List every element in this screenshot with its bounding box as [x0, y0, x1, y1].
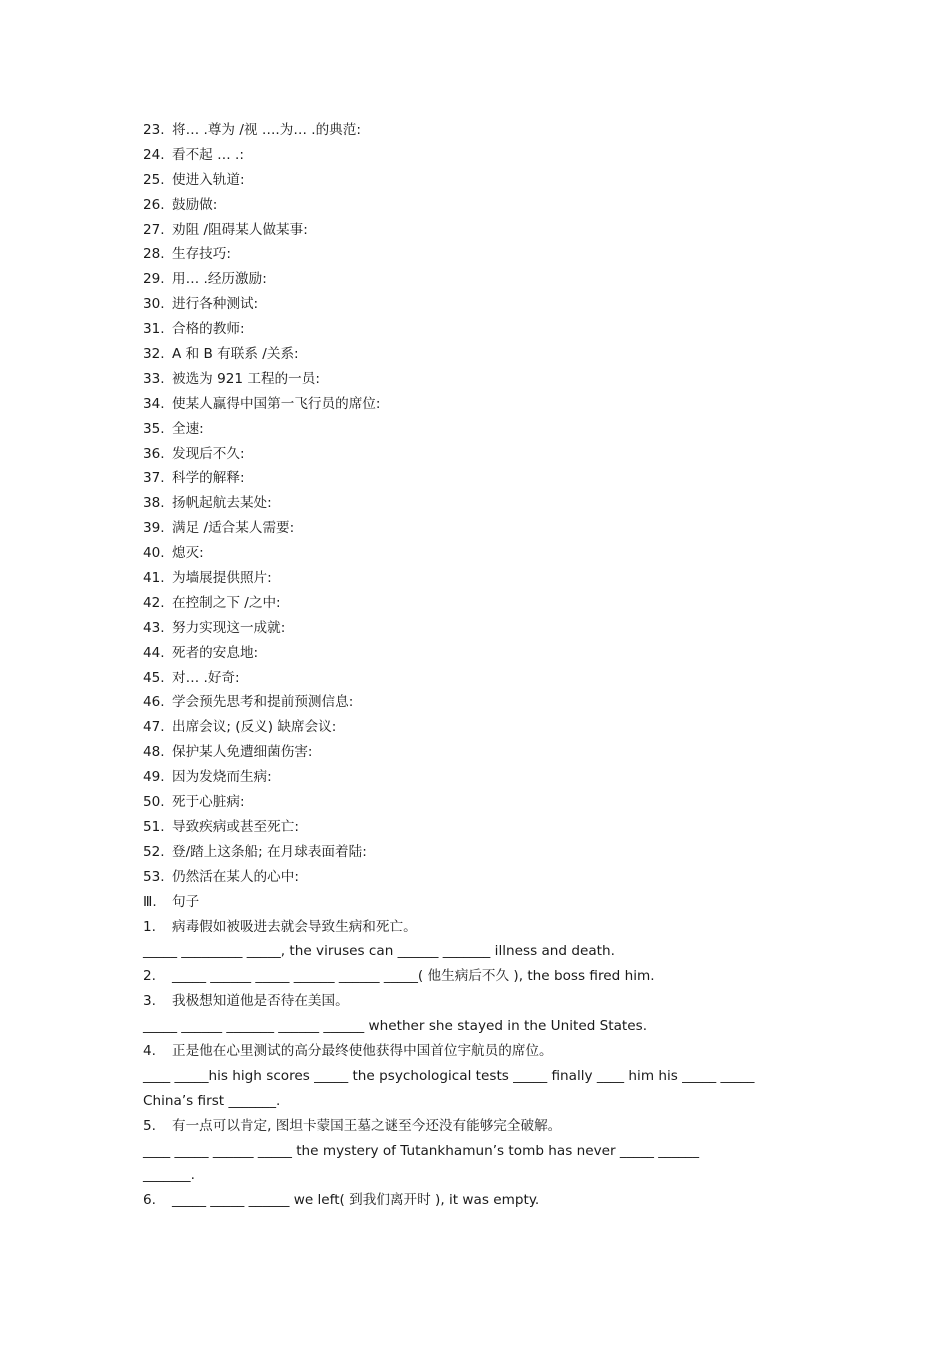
phrase-number: 36. — [143, 445, 165, 462]
phrase-number: 49. — [143, 769, 165, 786]
phrase-item — [143, 342, 823, 367]
phrase-item — [143, 715, 823, 740]
phrase-text: 保护某人免遭细菌伤害: — [172, 744, 313, 761]
phrase-item — [143, 193, 823, 218]
phrase-number: 50. — [143, 794, 165, 811]
section-title: 句子 — [172, 893, 200, 910]
phrase-item — [143, 815, 823, 840]
phrase-text: 扬帆起航去某处: — [172, 495, 272, 512]
phrase-text: 用… .经历激励: — [172, 271, 267, 288]
phrase-item — [143, 367, 823, 392]
phrase-number: 30. — [143, 296, 165, 313]
phrase-item — [143, 740, 823, 765]
phrase-text: 被选为 921 工程的一员: — [172, 370, 320, 387]
phrase-number: 33. — [143, 370, 165, 387]
section-heading — [143, 890, 823, 915]
phrase-text: 学会预先思考和提前预测信息: — [172, 694, 354, 711]
phrase-text: 进行各种测试: — [172, 296, 259, 313]
phrase-text: 因为发烧而生病: — [172, 769, 272, 786]
phrase-item — [143, 218, 823, 243]
phrase-item — [143, 392, 823, 417]
phrase-number: 28. — [143, 246, 165, 263]
phrase-item — [143, 417, 823, 442]
phrase-text: 劝阻 /阻碍某人做某事: — [172, 221, 308, 238]
phrase-item — [143, 491, 823, 516]
phrase-item — [143, 566, 823, 591]
phrase-text: A 和 B 有联系 /关系: — [172, 346, 299, 363]
section-number: Ⅲ. — [143, 893, 157, 910]
phrase-number: 24. — [143, 146, 165, 163]
sentence-4-chinese: 4. 正是他在心里测试的高分最终使他获得中国首位宇航员的席位。 — [143, 1042, 553, 1059]
phrase-item — [143, 516, 823, 541]
sentence-5-chinese: 5. 有一点可以肯定, 图坦卡蒙国王墓之谜至今还没有能够完全破解。 — [143, 1117, 562, 1134]
phrase-item — [143, 591, 823, 616]
phrase-text: 生存技巧: — [172, 246, 231, 263]
sentence-3-chinese: 3. 我极想知道他是否待在美国。 — [143, 993, 349, 1010]
phrase-item — [143, 840, 823, 865]
phrase-text: 将… .尊为 /视 ….为… .的典范: — [172, 122, 361, 138]
phrase-item — [143, 466, 823, 491]
phrase-item — [143, 666, 823, 691]
phrase-number: 53. — [143, 868, 165, 885]
phrase-item — [143, 143, 823, 168]
phrase-number: 45. — [143, 669, 165, 686]
phrase-text: 死者的安息地: — [172, 644, 259, 661]
sentence-4-english-line-2: China’s first _______. — [143, 1092, 281, 1109]
phrase-item — [143, 317, 823, 342]
phrase-number: 35. — [143, 420, 165, 437]
phrase-text: 努力实现这一成就: — [172, 619, 286, 636]
sentence-1-chinese: 1. 病毒假如被吸进去就会导致生病和死亡。 — [143, 918, 417, 935]
phrase-item — [143, 690, 823, 715]
phrase-number: 43. — [143, 619, 165, 636]
sentence-1-english: _____ _________ _____, the viruses can ______ _______ illness and death. — [143, 943, 615, 960]
phrase-text: 死于心脏病: — [172, 794, 245, 811]
phrase-text: 科学的解释: — [172, 470, 245, 487]
phrase-text: 导致疾病或甚至死亡: — [172, 818, 299, 835]
phrase-number: 37. — [143, 470, 165, 487]
phrase-number: 32. — [143, 346, 165, 363]
phrase-text: 使某人赢得中国第一飞行员的席位: — [172, 395, 381, 412]
phrase-number: 52. — [143, 843, 165, 860]
phrase-number: 31. — [143, 321, 165, 338]
phrase-text: 在控制之下 /之中: — [172, 594, 281, 611]
phrase-text: 对… .好奇: — [172, 669, 240, 686]
phrase-number: 44. — [143, 644, 165, 661]
phrase-number: 27. — [143, 221, 165, 238]
phrase-item — [143, 292, 823, 317]
phrase-text: 看不起 … .: — [172, 146, 244, 163]
phrase-text: 熄灭: — [172, 545, 204, 562]
phrase-item — [143, 267, 823, 292]
phrase-item — [143, 541, 823, 566]
exercise-list — [143, 118, 823, 1213]
phrase-item — [143, 118, 823, 143]
sentence-4-english-line-1: ____ _____his high scores _____ the psychological tests _____ finally ____ him his _____ _____ — [143, 1067, 755, 1084]
phrase-number: 48. — [143, 744, 165, 761]
phrase-number: 42. — [143, 594, 165, 611]
phrase-text: 全速: — [172, 420, 204, 437]
phrase-number: 41. — [143, 570, 165, 587]
phrase-number: 47. — [143, 719, 165, 736]
phrase-text: 出席会议; (反义) 缺席会议: — [172, 719, 337, 736]
sentence-5-english-line-1: ____ _____ ______ _____ the mystery of Tutankhamun’s tomb has never _____ ______ — [143, 1142, 700, 1159]
phrase-text: 满足 /适合某人需要: — [172, 520, 295, 537]
phrase-list — [143, 118, 823, 890]
phrase-text: 鼓励做: — [172, 196, 218, 213]
phrase-item — [143, 790, 823, 815]
sentence-5-english-line-2: _______. — [143, 1167, 195, 1184]
sentence-3-english: _____ ______ _______ ______ ______ whether she stayed in the United States. — [143, 1018, 648, 1035]
phrase-item — [143, 242, 823, 267]
phrase-text: 仍然活在某人的心中: — [172, 868, 299, 885]
phrase-text: 为墙展提供照片: — [172, 570, 272, 587]
phrase-number: 51. — [143, 818, 165, 835]
phrase-item — [143, 168, 823, 193]
sentence-2-english: 2. _____ ______ _____ ______ ______ _____( 他生病后不久 ), the boss fired him. — [143, 968, 655, 985]
phrase-item — [143, 865, 823, 890]
phrase-number: 38. — [143, 495, 165, 512]
phrase-number: 25. — [143, 171, 165, 188]
phrase-text: 使进入轨道: — [172, 171, 245, 188]
phrase-number: 26. — [143, 196, 165, 213]
phrase-item — [143, 765, 823, 790]
phrase-text: 合格的教师: — [172, 321, 245, 338]
phrase-number: 34. — [143, 395, 165, 412]
phrase-number: 46. — [143, 694, 165, 711]
phrase-number: 40. — [143, 545, 165, 562]
phrase-text: 发现后不久: — [172, 445, 245, 462]
phrase-number: 39. — [143, 520, 165, 537]
phrase-text: 登/踏上这条船; 在月球表面着陆: — [172, 843, 367, 860]
phrase-item — [143, 641, 823, 666]
phrase-item — [143, 616, 823, 641]
phrase-item — [143, 442, 823, 467]
phrase-number: 29. — [143, 271, 165, 288]
sentence-6-english: 6. _____ _____ ______ we left( 到我们离开时 ), it was empty. — [143, 1192, 540, 1209]
phrase-number: 23. — [143, 122, 165, 138]
